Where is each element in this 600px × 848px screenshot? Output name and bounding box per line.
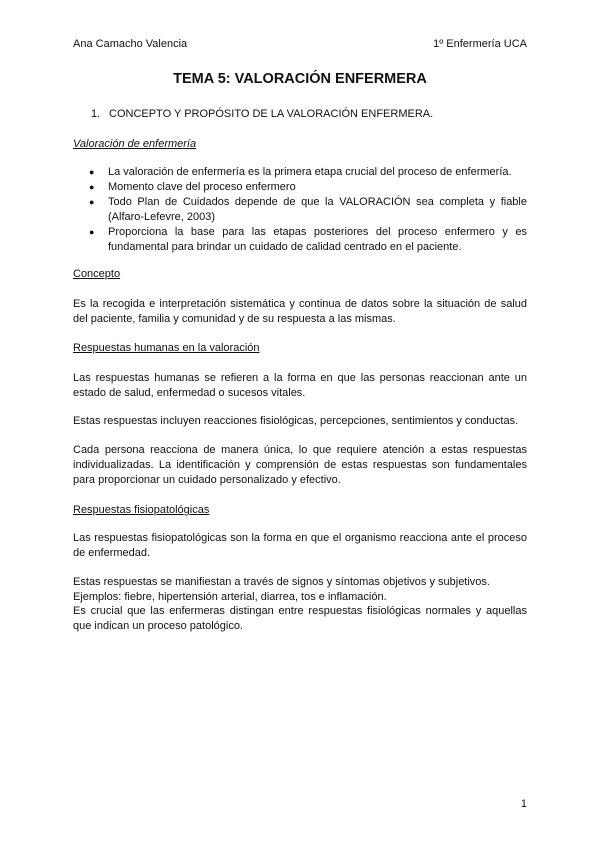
list-item: ● Proporciona la base para las etapas posteriores del proceso enfermero y es fundamental para brindar un cuidado de calidad centrado en el paciente. [89, 226, 527, 253]
header-course: 1º Enfermería UCA [433, 38, 527, 50]
bullet-icon: ● [89, 182, 95, 192]
document-title: TEMA 5: VALORACIÓN ENFERMERA [173, 71, 427, 87]
section-heading [91, 107, 433, 122]
concepto-text: Es la recogida e interpretación sistemática y continua de datos sobre la situación de salud del paciente, familia y comunidad y de su respuesta a las mismas. [73, 298, 527, 325]
bullet-icon: ● [89, 167, 95, 177]
valoracion-bullet-list [73, 165, 527, 255]
section-heading-text: CONCEPTO Y PROPÓSITO DE LA VALORACIÓN ENFERMERA. [109, 108, 434, 120]
respuestas-humanas-heading: Respuestas humanas en la valoración [73, 342, 260, 354]
section-number: 1. [91, 108, 101, 120]
respuestas-fisio-p3: Ejemplos: fiebre, hipertensión arterial, diarrea, tos e inflamación. [73, 591, 387, 603]
respuestas-fisio-p4: Es crucial que las enfermeras distingan entre respuestas fisiológicas normales y aquellas que indican un proceso patológico. [73, 605, 527, 632]
bullet-icon: ● [89, 197, 95, 207]
concepto-heading: Concepto [73, 268, 121, 280]
respuestas-humanas-p3: Cada persona reacciona de manera única, lo que requiere atención a estas respuestas individualizadas. La identificación y comprensión de estas respuestas son fundamentales para proporcionar un cuidado personalizado y efectivo. [73, 444, 527, 486]
list-item: ● Momento clave del proceso enfermero [89, 181, 296, 193]
bullet-icon: ● [89, 227, 95, 237]
respuestas-fisio-p2: Estas respuestas se manifiestan a través de signos y síntomas objetivos y subjetivos. [73, 576, 490, 588]
respuestas-humanas-p1: Las respuestas humanas se refieren a la forma en que las personas reaccionan ante un estado de salud, enfermedad o sucesos vitales. [73, 372, 527, 399]
valoracion-heading: Valoración de enfermería [73, 138, 197, 150]
page-number: 1 [520, 798, 527, 810]
respuestas-humanas-p2: Estas respuestas incluyen reacciones fisiológicas, percepciones, sentimientos y conductas. [73, 415, 519, 427]
respuestas-fisio-p1: Las respuestas fisiopatológicas son la forma en que el organismo reacciona ante el proceso de enfermedad. [73, 532, 527, 559]
list-item: ● Todo Plan de Cuidados depende de que la VALORACIÓN sea completa y fiable (Alfaro-Lefevre, 2003) [89, 196, 527, 223]
header-author: Ana Camacho Valencia [73, 38, 188, 50]
respuestas-fisio-heading: Respuestas fisiopatológicas [73, 504, 210, 516]
list-item: ● La valoración de enfermería es la primera etapa crucial del proceso de enfermería. [89, 166, 512, 178]
